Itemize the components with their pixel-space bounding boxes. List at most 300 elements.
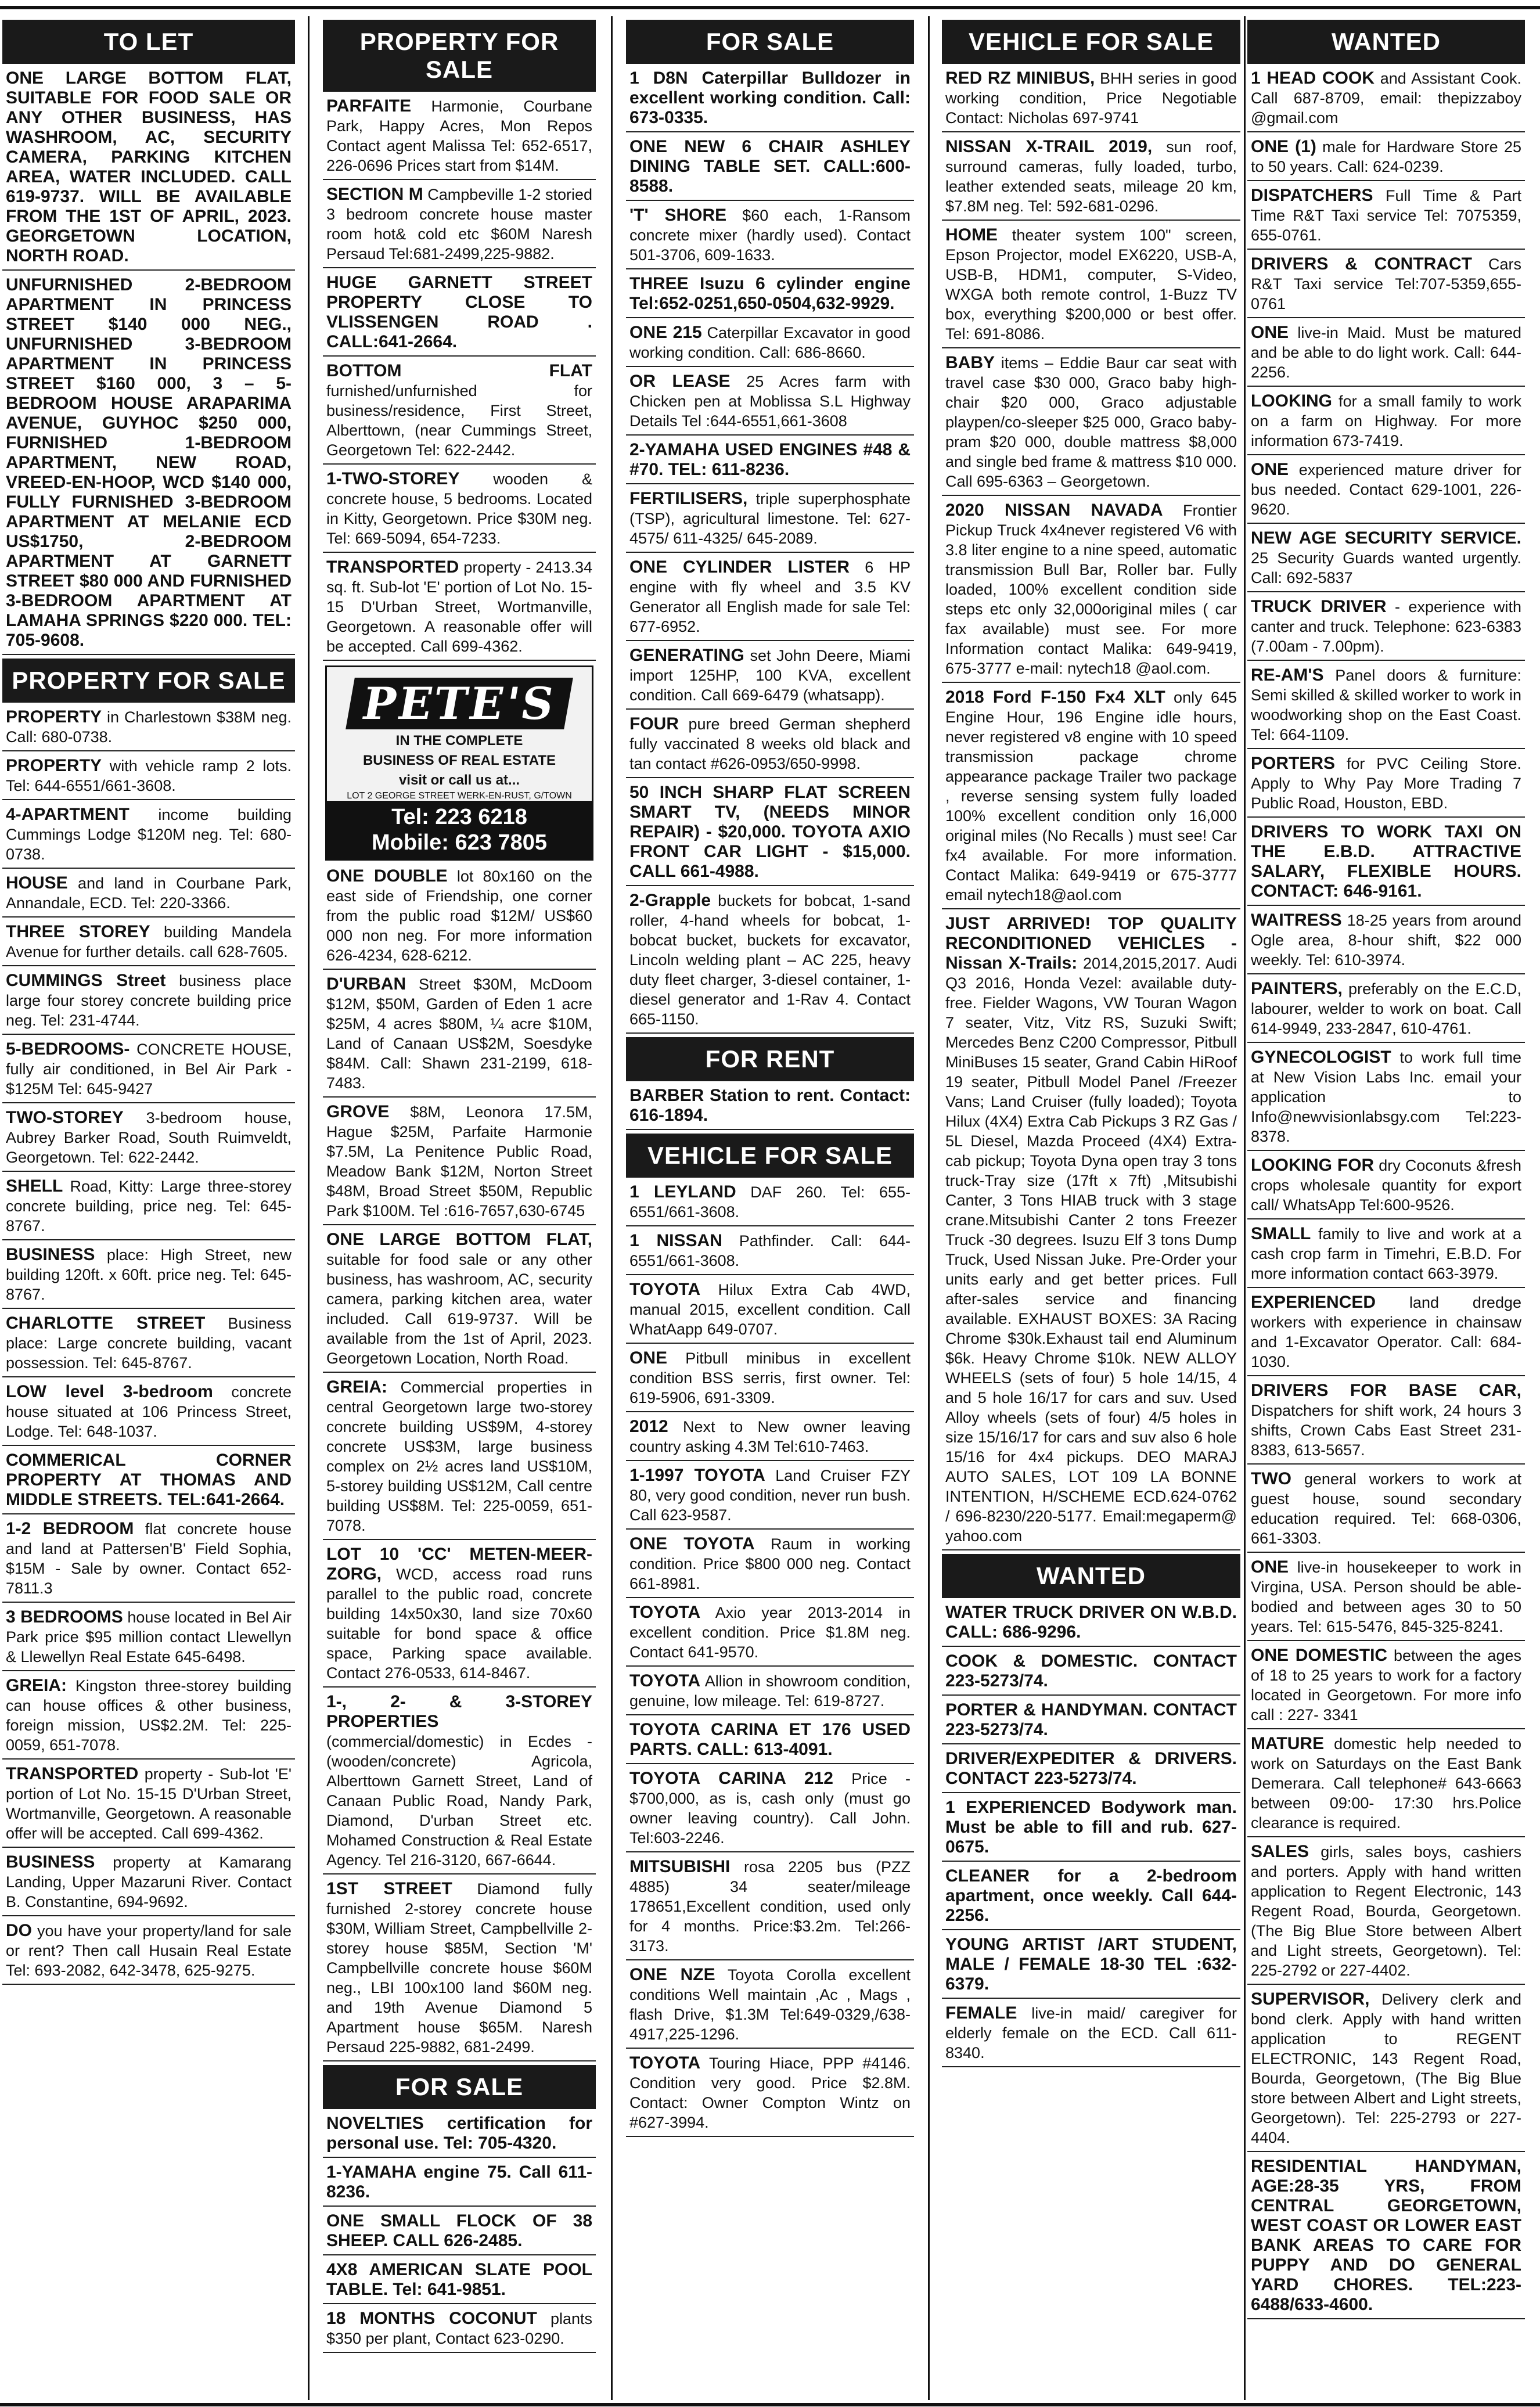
ad-lead-text: THREE Isuzu 6 cylinder engine Tel:652-0251,650-0504,632-9929. xyxy=(629,274,911,313)
ad-lead-text: ONE NZE xyxy=(629,1965,715,1984)
ad-body-text: $8M, Leonora 17.5M, Hague $25M, Parfaite Harmonie $7.5M, La Penitence Public Road, Meadow Bank $12M, Norton Street $48M, Broad Street $50M, Republic Park $100M. Tel :616-7657,630-6745 xyxy=(326,1103,592,1219)
section-header-for-sale: FOR SALE xyxy=(626,20,914,64)
ad-body-text: plants $350 per plant, Contact 623-0290. xyxy=(326,2310,592,2347)
property-for-sale-ads-more xyxy=(323,865,596,2061)
ad-lead-text: NEW AGE SECURITY SERVICE. xyxy=(1251,528,1521,548)
ad-lead-text: NOVELTIES certification for personal use. Tel: 705-4320. xyxy=(326,2114,592,2153)
ad-body-text: dry Coconuts &fresh crops wholesale quantity for export call/ WhatsApp Tel:600-9526. xyxy=(1251,1157,1521,1214)
ad-lead-text: FEMALE xyxy=(945,2003,1017,2023)
ad-body-text: domestic help needed to work on Saturdays on the East Bank Demerara. Call telephone# 643-6663 between 09:00- 17:30 hrs.Police clearance is required. xyxy=(1251,1735,1521,1832)
ad-lead-text: DRIVER/EXPEDITER & DRIVERS. CONTACT 223-5273/74. xyxy=(945,1749,1237,1788)
column-4 xyxy=(942,16,1240,2400)
bottom-rule xyxy=(0,2403,1540,2406)
section-header-wanted: WANTED xyxy=(1247,20,1525,64)
ad-lead-text: HOUSE xyxy=(6,873,68,893)
ad-lead-text: HOME xyxy=(945,225,998,244)
ad-lead-text: THREE STOREY xyxy=(6,922,150,941)
classified-ad xyxy=(323,1878,596,2061)
ad-body-text: Axio year 2013-2014 in excellent condition. Price $1.8M neg. Contact 641-9570. xyxy=(629,1604,911,1661)
classified-ad xyxy=(942,1699,1240,1744)
classified-ad xyxy=(1247,1154,1525,1219)
classified-ad xyxy=(323,2259,596,2304)
ad-body-text: girls, sales boys, cashiers and porters. Apply with hand written application to Regent Electronic, 143 Regent Road, Bourda, Georgetown. (The Big Blue Store between Albert and Light streets, Georgetown). Tel: 225-2792 or 227-4402. xyxy=(1251,1843,1521,1979)
ad-lead-text: 1-TWO-STOREY xyxy=(326,469,460,488)
ad-body-text: 6 HP engine with fly wheel and 3.5 KV Generator all English made for sale Tel: 677-6952. xyxy=(629,559,911,635)
classified-ad xyxy=(1247,2156,1525,2319)
classified-ad xyxy=(2,1381,295,1446)
classified-ad xyxy=(942,1650,1240,1696)
classified-ad xyxy=(2,274,295,655)
classified-ad xyxy=(323,1229,596,1373)
classified-ad xyxy=(2,1107,295,1172)
classified-ad xyxy=(1247,185,1525,250)
ad-lead-text: BABY xyxy=(945,353,995,372)
ad-lead-text: TOYOTA xyxy=(629,1671,701,1690)
classified-ad xyxy=(1247,664,1525,749)
ad-lead-text: 1-, 2- & 3-STOREY PROPERTIES xyxy=(326,1692,592,1731)
ad-lead-text: PORTERS xyxy=(1251,754,1336,773)
classified-ad xyxy=(626,1230,914,1275)
ad-lead-text: JUST ARRIVED! TOP QUALITY RECONDITIONED VEHICLES - Nissan X-Trails: xyxy=(945,914,1237,973)
ad-body-text: DAF 260. Tel: 655-6551/661-3608. xyxy=(629,1183,911,1221)
classified-ad xyxy=(942,224,1240,348)
ad-lead-text: SHELL xyxy=(6,1176,63,1196)
ad-body-text: suitable for food sale or any other business, has washroom, AC, security camera, parking kitchen area, water included. Call 619-9737. Will be available from the 1st of April, 2023. Georgetown Location, North Road. xyxy=(326,1251,592,1367)
classified-ad xyxy=(942,352,1240,496)
classified-ad xyxy=(626,273,914,318)
ad-lead-text: ONE TOYOTA xyxy=(629,1534,755,1553)
classified-ad xyxy=(626,204,914,269)
ad-body-text: house located in Bel Air Park price $95 million contact Llewellyn & Llewellyn Real Estate 645-6498. xyxy=(6,1609,292,1665)
classified-ad xyxy=(626,1279,914,1344)
ad-lead-text: ONE xyxy=(1251,323,1289,342)
ad-lead-text: DRIVERS TO WORK TAXI ON THE E.B.D. ATTRACTIVE SALARY, FLEXIBLE HOURS. CONTACT: 646-9161. xyxy=(1251,822,1521,901)
ad-body-text: wooden & concrete house, 5 bedrooms. Located in Kitty, Georgetown. Price $30M neg. Tel: 669-5094, 654-7233. xyxy=(326,470,592,547)
ad-body-text: Pathfinder. Call: 644-6551/661-3608. xyxy=(629,1232,911,1269)
classified-ad xyxy=(1247,136,1525,181)
ad-body-text: Toyota Corolla excellent conditions Well maintain ,Ac , Mags , flash Drive, $1.3M Tel:649-0329,/638-4917,225-1296. xyxy=(629,1966,911,2043)
ad-body-text: Kingston three-storey building can house offices & other business, foreign mission, US$2.2M. Tel: 225-0059, 651-7078. xyxy=(6,1677,292,1754)
ad-lead-text: NISSAN X-TRAIL 2019, xyxy=(945,137,1153,156)
ad-lead-text: FERTILISERS, xyxy=(629,489,748,508)
classified-ad xyxy=(1247,1645,1525,1729)
ad-body-text: Land Cruiser FZY 80, very good condition, never run bush. Call 623-9587. xyxy=(629,1467,911,1524)
section-header-for-rent: FOR RENT xyxy=(626,1037,914,1081)
for-sale-ads xyxy=(626,67,914,1034)
ad-body-text: with vehicle ramp 2 lots. Tel: 644-6551/661-3608. xyxy=(6,757,292,794)
ad-lead-text: TOYOTA CARINA 212 xyxy=(629,1769,833,1788)
classified-ad xyxy=(942,499,1240,683)
classified-ad xyxy=(942,1602,1240,1647)
ad-lead-text: SMALL xyxy=(1251,1224,1311,1243)
ad-body-text: land dredge workers with experience in chainsaw and 1-Excavator Operator. Call: 684-1030. xyxy=(1251,1294,1521,1370)
ad-body-text: 25 Security Guards wanted urgently. Call: 692-5837 xyxy=(1251,549,1521,587)
classified-ad xyxy=(2,706,295,751)
ad-lead-text: GREIA: xyxy=(326,1377,387,1397)
classified-ad xyxy=(626,1181,914,1226)
ad-body-text: UNFURNISHED 2-BEDROOM APARTMENT IN PRINCESS STREET $140 000 NEG., UNFURNISHED 3-BEDROOM APARTMENT IN PRINCESS STREET $160 000, 3 – 5-BEDROOM HOUSE ARAPARIMA AVENUE, GUYHOC $250 000, FURNISHED 1-BEDROOM APARTMENT, NEW ROAD, VREED-EN-HOOP, WCD $140 000, FULLY FURNISHED 3-BEDROOM APARTMENT AT MELANIE ECD US$1750, 2-BEDROOM APARTMENT AT GARNETT STREET $80 000 AND FURNISHED 3-BEDROOM APARTMENT AT LAMAHA SPRINGS $220 000. TEL: 705-9608. xyxy=(6,275,292,650)
ad-body-text: Touring Hiace, PPP #4146. Condition very good. Price $2.8M. Contact: Owner Compton Wintz on #627-3994. xyxy=(629,2055,911,2131)
classified-ad xyxy=(323,1376,596,1540)
ad-lead-text: 1-2 BEDROOM xyxy=(6,1519,134,1538)
classified-ad xyxy=(323,2161,596,2207)
ad-body-text: Cars R&T Taxi service Tel:707-5359,655-0761 xyxy=(1251,256,1521,312)
ad-lead-text: DRIVERS & CONTRACT xyxy=(1251,254,1472,274)
ad-body-text: only 645 Engine Hour, 196 Engine idle hours, never registered v8 engine with 10 speed transmission package chrome appearance package Trailer two package , reverse sensing system fully loaded 100% excellent condition only 16,000 original miles (No Recalls ) must see! Car fx4 available. For more information. Contact Malika: 649-9419 or 675-3777 email nytech18@aol.com xyxy=(945,689,1237,904)
ad-body-text: Caterpillar Excavator in good working condition. Call: 686-8660. xyxy=(629,324,911,361)
section-header-property-for-sale: PROPERTY FOR SALE xyxy=(2,659,295,703)
ad-body-text: live-in maid/ caregiver for elderly female on the ECD. Call 611-8340. xyxy=(945,2005,1237,2061)
ad-lead-text: EXPERIENCED xyxy=(1251,1293,1376,1312)
petes-tel: Tel: 223 6218 xyxy=(391,805,527,829)
ad-lead-text: TRANSPORTED xyxy=(6,1764,139,1783)
ad-body-text: sun roof, surround cameras, fully loaded, turbo, leather extended seats, mileage 20 km, $7.8M neg. Tel: 592-681-0296. xyxy=(945,138,1237,215)
ad-lead-text: BARBER Station to rent. Contact: 616-1894. xyxy=(629,1086,911,1125)
petes-tagline-2: BUSINESS OF REAL ESTATE xyxy=(362,753,556,768)
classified-ad xyxy=(942,67,1240,132)
classified-ad xyxy=(323,865,596,970)
classified-ad xyxy=(626,1964,914,2049)
classified-ad xyxy=(626,136,914,201)
for-sale-ads xyxy=(323,2113,596,2353)
ad-lead-text: 5-BEDROOMS- xyxy=(6,1039,130,1059)
ad-body-text: flat concrete house and land at Pattersen'B' Field Sophia, $15M - Sale by owner. Contact 652-7811.3 xyxy=(6,1520,292,1597)
classified-ad xyxy=(942,1797,1240,1862)
ad-lead-text: COMMERICAL CORNER PROPERTY AT THOMAS AND MIDDLE STREETS. TEL:641-2664. xyxy=(6,1451,292,1509)
classified-ad xyxy=(323,1691,596,1874)
ad-lead-text: ONE SMALL FLOCK OF 38 SHEEP. CALL 626-2485. xyxy=(326,2211,592,2250)
ad-body-text: pure breed German shepherd fully vaccinated 8 weeks old black and tan contact #626-0953/650-9998. xyxy=(629,715,911,772)
classified-ad xyxy=(626,1602,914,1667)
classified-ad xyxy=(1247,459,1525,524)
classified-ad xyxy=(2,1606,295,1671)
ad-body-text: Raum in working condition. Price $800 000 neg. Contact 661-8981. xyxy=(629,1535,911,1592)
classified-ad xyxy=(942,1748,1240,1793)
ad-lead-text: ONE CYLINDER LISTER xyxy=(629,557,850,577)
ad-body-text: property at Kamarang Landing, Upper Mazaruni River. Contact B. Constantine, 694-9692. xyxy=(6,1854,292,1911)
ad-lead-text: TOYOTA xyxy=(629,1280,701,1299)
classified-ad xyxy=(323,1543,596,1688)
classified-ad xyxy=(942,136,1240,221)
ad-lead-text: CHARLOTTE STREET xyxy=(6,1314,206,1333)
classified-ad xyxy=(323,95,596,180)
ad-lead-text: PROPERTY xyxy=(6,756,102,775)
classified-ad xyxy=(2,1763,295,1848)
property-for-sale-ads xyxy=(2,706,295,1985)
classified-ad xyxy=(626,1347,914,1412)
classified-ad xyxy=(1247,527,1525,592)
ad-lead-text: D'URBAN xyxy=(326,974,406,994)
ad-body-text: Diamond fully furnished 2-storey concrete house $30M, William Street, Campbellville 2-storey house $85M, Section 'M' Campbellville concrete house $60M neg., LBI 100x100 land $60M neg. and 19th Avenue Diamond 5 Apartment house $65M. Naresh Persaud 225-9882, 681-2499. xyxy=(326,1880,592,2056)
for-rent-ads xyxy=(626,1085,914,1130)
ad-lead-text: 1-1997 TOYOTA xyxy=(629,1466,765,1485)
ad-body-text: triple superphosphate (TSP), agricultural limestone. Tel: 627-4575/ 611-4325/ 645-2089. xyxy=(629,490,911,547)
ad-lead-text: PARFAITE xyxy=(326,96,412,116)
ad-body-text: Dispatchers for shift work, 24 hours 3 shifts, Crown Cabs East Street 231-8383, 613-5657. xyxy=(1251,1402,1521,1459)
ad-lead-text: CLEANER for a 2-bedroom apartment, once weekly. Call 644-2256. xyxy=(945,1866,1237,1925)
to-let-ads xyxy=(2,67,295,655)
ad-lead-text: COOK & DOMESTIC. CONTACT 223-5273/74. xyxy=(945,1652,1237,1690)
classified-ad xyxy=(626,1465,914,1530)
classified-ad xyxy=(1247,1556,1525,1641)
vehicle-for-sale-ads xyxy=(942,67,1240,1550)
ad-lead-text: ONE NEW 6 CHAIR ASHLEY DINING TABLE SET. CALL:600-8588. xyxy=(629,137,911,196)
petes-mobile: Mobile: 623 7805 xyxy=(371,830,548,855)
ad-lead-text: TWO-STOREY xyxy=(6,1108,124,1127)
ad-body-text: and Assistant Cook. Call 687-8709, email: thepizzaboy @gmail.com xyxy=(1251,70,1522,127)
ad-lead-text: PORTER & HANDYMAN. CONTACT 223-5273/74. xyxy=(945,1700,1237,1739)
ad-lead-text: 1 NISSAN xyxy=(629,1231,722,1250)
ad-lead-text: LOOKING FOR xyxy=(1251,1156,1375,1175)
ad-body-text: Allion in showroom condition, genuine, low mileage. Tel: 619-8727. xyxy=(629,1672,911,1710)
wanted-ads xyxy=(942,1602,1240,2067)
ad-body-text: you have your property/land for sale or rent? Then call Husain Real Estate Tel: 693-2082, 642-3478, 625-9275. xyxy=(6,1922,292,1979)
ad-lead-text: OR LEASE xyxy=(629,372,731,391)
ad-lead-text: 2018 Ford F-150 Fx4 XLT xyxy=(945,688,1165,707)
column-divider xyxy=(308,16,310,2400)
classified-ad xyxy=(1247,753,1525,818)
ad-lead-text: 18 MONTHS COCONUT xyxy=(326,2309,537,2328)
classified-ad xyxy=(626,1416,914,1461)
ad-body-text: Next to New owner leaving country asking 4.3M Tel:610-7463. xyxy=(629,1418,911,1455)
ad-body-text: buckets for bobcat, 1-sand roller, 4-hand wheels for bobcat, 1-bobcat bucket, buckets for excavator, Lincoln welding plant – AC 225, heavy duty fleet charger, 3-diesel container, 1-diesel generator and 1-Rav 4. Contact 665-1150. xyxy=(629,892,911,1028)
ad-body-text: general workers to work at guest house, sound secondary education required. Tel: 668-0306, 661-3303. xyxy=(1251,1470,1521,1547)
section-header-for-sale: FOR SALE xyxy=(323,2065,596,2109)
section-header-vehicle-for-sale: VEHICLE FOR SALE xyxy=(626,1134,914,1178)
classified-ad xyxy=(626,782,914,886)
ad-body-text: Campbeville 1-2 storied 3 bedroom concrete house master room hot& cold etc $60M Naresh Persaud Tel:681-2499,225-9882. xyxy=(326,186,592,262)
petes-address: LOT 2 GEORGE STREET WERK-EN-RUST, G/TOWN xyxy=(347,791,572,801)
ad-lead-text: 1ST STREET xyxy=(326,1879,452,1898)
classified-ad xyxy=(1247,596,1525,661)
classified-ad xyxy=(323,184,596,268)
section-header-wanted: WANTED xyxy=(942,1554,1240,1598)
ad-lead-text: LOW level 3-bedroom xyxy=(6,1382,213,1401)
ad-lead-text: CUMMINGS Street xyxy=(6,971,166,990)
wanted-ads xyxy=(1247,67,1525,2319)
classified-ad xyxy=(942,2002,1240,2067)
ad-lead-text: LOT 10 'CC' METEN-MEER-ZORG, xyxy=(326,1545,592,1584)
classified-ad xyxy=(1247,1380,1525,1465)
column-1 xyxy=(2,16,295,2400)
classified-ad xyxy=(626,488,914,553)
classified-ad xyxy=(2,1175,295,1240)
classified-ad xyxy=(2,921,295,966)
ad-body-text: 18-25 years from around Ogle area, 8-hour shift, $22 000 weekly. Tel: 610-3974. xyxy=(1251,912,1521,969)
classified-ad xyxy=(2,1038,295,1103)
ad-lead-text: MATURE xyxy=(1251,1734,1325,1753)
classified-ad xyxy=(323,360,596,465)
property-for-sale-ads xyxy=(323,95,596,661)
ad-lead-text: 1 HEAD COOK xyxy=(1251,69,1375,88)
ad-lead-text: 3 BEDROOMS xyxy=(6,1607,123,1627)
classified-ad xyxy=(2,1312,295,1377)
ad-lead-text: ONE xyxy=(1251,460,1289,479)
vehicle-for-sale-ads xyxy=(626,1181,914,2137)
ad-lead-text: FOUR xyxy=(629,714,679,733)
petes-tagline-3: visit or call us at... xyxy=(398,772,520,788)
classified-ad xyxy=(626,1533,914,1598)
ad-body-text: family to live and work at a cash crop farm in Timehri, E.B.D. For more information contact 663-3979. xyxy=(1251,1225,1521,1282)
ad-lead-text: ONE xyxy=(629,1348,668,1368)
classified-ad xyxy=(1247,821,1525,906)
ad-body-text: 2014,2015,2017. Audi Q3 2016, Honda Vezel: available duty-free. Fielder Wagons, VW Touran Wagon 7 seater, Vitz, Vitz RS, Suzuki Swift; Mercedes Benz C200 Compressor, Pitbull MiniBuses 15 seater, Grand Cabin HiRoof 19 seater, Pitbull Model Panel /Freezer Vans; Land Cruiser (fully loaded); Toyota Hilux (4X4) Extra Cab Pickups 3 RZ Gas / 5L Diesel, Mazda Proceed (4X4) Extra-cab pickup; Toyota Dyna open tray 3 tons truck-Tray size (17ft x 7ft) ,Mitsubishi Canter, 3 Tons HIAB truck with 3 stage crane.Mitsubishi Canter 2 tons Freezer Truck -30 degrees. Isuzu Elf 3 tons Dump Truck, Used Nissan Juke. Pre-Order your units early and get better prices. Full after-sales service and financing available. EXHAUST BOXES: 3A Racing Chrome $30k.Exhaust tail end Aluminum $6k. Heavy Chrome $10k. NEW ALLOY WHEELS (sets of four) 5 hole 14/15, 4 and 5 hole 16/17 for cars and suv. Used Alloy wheels (sets of four) 4/5 holes in size 15/16/17 for cars and suv also 6 hole 15/16 for 4x4 pickups. DEO MARAJ AUTO SALES, LOT 109 LA BONNE INTENTION, H/SCHEME ECD.624-0762 / 696-8230/220-5177. Email:megaperm@ yahoo.com xyxy=(945,955,1237,1545)
classified-ad xyxy=(323,2308,596,2353)
ad-lead-text: TRANSPORTED xyxy=(326,557,459,577)
ad-lead-text: MITSUBISHI xyxy=(629,1857,731,1876)
classified-ad xyxy=(1247,390,1525,455)
classified-ad xyxy=(626,1719,914,1764)
ad-body-text: items – Eddie Baur car seat with travel case $30 000, Graco baby high-chair $20 000, Graco adjustable playpen/co-sleeper $25 000, Graco baby-pram $20 000, double mattress $8,000 and single bed frame & mattress $10 000. Call 695-6363 – Georgetown. xyxy=(945,354,1237,490)
ad-lead-text: RED RZ MINIBUS, xyxy=(945,69,1095,88)
classified-ad xyxy=(626,645,914,710)
ad-body-text: Harmonie, Courbane Park, Happy Acres, Mon Repos Contact agent Malissa Tel: 652-6517, 226-0696 Prices start from $14M. xyxy=(326,98,592,174)
ad-lead-text: 4X8 AMERICAN SLATE POOL TABLE. Tel: 641-9851. xyxy=(326,2260,592,2299)
ad-body-text: ONE LARGE BOTTOM FLAT, SUITABLE FOR FOOD SALE OR ANY OTHER BUSINESS, HAS WASHROOM, AC, SECURITY CAMERA, PARKING KITCHEN AREA, WATER INCLUDED. CALL 619-9737. WILL BE AVAILABLE FROM THE 1ST OF APRIL, 2023. GEORGETOWN LOCATION, NORTH ROAD. xyxy=(6,69,292,265)
section-header-property-for-sale: PROPERTY FOR SALE xyxy=(323,20,596,92)
ad-body-text: $60 each, 1-Ransom concrete mixer (hardly used). Contact 501-3706, 609-1633. xyxy=(629,207,911,264)
top-rule xyxy=(0,6,1540,9)
classified-ad xyxy=(323,973,596,1098)
classified-ad xyxy=(2,1244,295,1309)
ad-body-text: Full Time & Part Time R&T Taxi service Tel: 7075359, 655-0761. xyxy=(1251,187,1521,244)
ad-body-text: income building Cummings Lodge $120M neg. Tel: 680-0738. xyxy=(6,806,292,863)
classified-ad xyxy=(626,322,914,367)
ad-body-text: Street $30M, McDoom $12M, $50M, Garden of Eden 1 acre $25M, 4 acres $80M, ¼ acre $10M, Land of Canaan US$2M, Soesdyke $84M. Call: Shawn 231-2199, 618-7483. xyxy=(326,976,592,1092)
ad-lead-text: 50 INCH SHARP FLAT SCREEN SMART TV, (NEEDS MINOR REPAIR) - $20,000. TOYOTA AXIO FRONT CAR LIGHT - $15,000. CALL 661-4988. xyxy=(629,783,911,881)
ad-lead-text: TOYOTA xyxy=(629,2053,701,2073)
ad-lead-text: WATER TRUCK DRIVER ON W.B.D. CALL: 686-9296. xyxy=(945,1603,1237,1642)
ad-body-text: furnished/unfurnished for business/residence, First Street, Alberttown, (near Cummings Street, Georgetown Tel: 622-2442. xyxy=(326,382,592,459)
ad-lead-text: BUSINESS xyxy=(6,1852,95,1872)
ad-lead-text: SALES xyxy=(1251,1842,1309,1861)
ad-body-text: to work full time at New Vision Labs Inc. email your application to Info@newvisionlabsgy.com Tel:223-8378. xyxy=(1251,1049,1521,1145)
ad-body-text: Price - $700,000, as is, cash only (must go owner leaving country). Call John. Tel:603-2246. xyxy=(629,1770,911,1847)
column-3 xyxy=(626,16,914,2400)
ad-body-text: Hilux Extra Cab 4WD, manual 2015, excellent condition. Call WhatAapp 649-0707. xyxy=(629,1281,911,1338)
ad-lead-text: 1 LEYLAND xyxy=(629,1182,736,1201)
classified-ad xyxy=(942,686,1240,909)
classified-ad xyxy=(1247,1841,1525,1985)
classified-ad xyxy=(626,1670,914,1715)
ad-body-text: Panel doors & furniture: Semi skilled & skilled worker to work in woodworking shop on the East Coast. Tel: 664-1109. xyxy=(1251,667,1521,743)
classified-ad xyxy=(2,970,295,1035)
ad-body-text: (commercial/domestic) in Ecdes - (wooden/concrete) Agricola, Alberttown Garnett Street, Land of Canaan Public Road, Nandy Park, Diamond, D'urban Street etc. Mohamed Construction & Real Estate Agency. Tel 216-3120, 667-6644. xyxy=(326,1733,592,1869)
classified-ad xyxy=(1247,253,1525,318)
ad-lead-text: DRIVERS FOR BASE CAR, xyxy=(1251,1381,1521,1400)
classified-ad xyxy=(323,468,596,553)
ad-lead-text: GREIA: xyxy=(6,1676,67,1695)
ad-lead-text: HUGE GARNETT STREET PROPERTY CLOSE TO VLISSENGEN ROAD . CALL:641-2664. xyxy=(326,273,592,351)
classified-ad xyxy=(1247,909,1525,974)
classified-ad xyxy=(2,1675,295,1760)
petes-real-estate-ad xyxy=(325,665,593,861)
ad-body-text: 25 Acres farm with Chicken pen at Moblissa S.L Highway Details Tel :644-6551,661-3608 xyxy=(629,373,911,430)
ad-body-text: Business place: Large concrete building, vacant possession. Tel: 645-8767. xyxy=(6,1315,292,1372)
ad-body-text: BHH series in good working condition, Price Negotiable Contact: Nicholas 697-9741 xyxy=(945,70,1237,127)
ad-lead-text: ONE DOMESTIC xyxy=(1251,1646,1388,1665)
ad-body-text: place: High Street, new building 120ft. x 60ft. price neg. Tel: 645-8767. xyxy=(6,1246,292,1303)
ad-lead-text: 1 D8N Caterpillar Bulldozer in excellent working condition. Call: 673-0335. xyxy=(629,69,911,127)
ad-lead-text: PROPERTY xyxy=(6,707,102,726)
ad-lead-text: 'T' SHORE xyxy=(629,206,727,225)
ad-lead-text: ONE xyxy=(1251,1557,1289,1577)
ad-body-text: - experience with canter and truck. Telephone: 623-6383 (7.00am - 7.00pm). xyxy=(1251,598,1521,655)
ad-lead-text: SECTION M xyxy=(326,185,423,204)
ad-body-text: Delivery clerk and bond clerk. Apply with hand written application to REGENT ELECTRONIC, 143 Regent Road, Bourda, Georgetown, (The Big Blue store between Albert and Light streets, Georgetown). Tel: 225-2793 or 227-4404. xyxy=(1251,1991,1521,2146)
ad-body-text: Road, Kitty: Large three-storey concrete building, price neg. Tel: 645-8767. xyxy=(6,1178,292,1235)
ad-lead-text: ONE DOUBLE xyxy=(326,866,448,886)
ad-lead-text: TRUCK DRIVER xyxy=(1251,597,1387,616)
ad-body-text: property - Sub-lot 'E' portion of Lot No. 15-15 D'Urban Street, Wortmanville, Georgetown. A reasonable offer will be accepted. Call 699-4362. xyxy=(6,1765,292,1842)
classified-ad xyxy=(1247,67,1525,132)
petes-tagline-1: IN THE COMPLETE xyxy=(395,733,523,749)
ad-body-text: lot 80x160 on the east side of Friendship, one corner from the public road $12M/ US$60 000 non neg. For more information 626-4234, 628-6212. xyxy=(326,868,593,964)
classified-ad xyxy=(2,67,295,271)
classified-ad xyxy=(1247,322,1525,387)
classified-ad xyxy=(626,2052,914,2137)
ad-body-text: in Charlestown $38M neg. Call: 680-0738. xyxy=(6,708,292,746)
ad-lead-text: LOOKING xyxy=(1251,391,1332,411)
ad-lead-text: WAITRESS xyxy=(1251,911,1342,930)
classified-ad xyxy=(1247,1046,1525,1151)
ad-body-text: property - 2413.34 sq. ft. Sub-lot 'E' portion of Lot No. 15-15 D'Urban Street, Wortmanville, Georgetown. A reasonable offer will be accepted. Call 699-4362. xyxy=(326,559,592,655)
ad-lead-text: 1-YAMAHA engine 75. Call 611-8236. xyxy=(326,2163,592,2201)
classified-ad xyxy=(942,1934,1240,1999)
ad-lead-text: SUPERVISOR, xyxy=(1251,1989,1370,2009)
ad-body-text: rosa 2205 bus (PZZ 4885) 34 seater/mileage 178651,Excellent condition, used only for 4 months. Price:$3.2m. Tel:266-3173. xyxy=(629,1858,911,1955)
section-header-to-let: TO LET xyxy=(2,20,295,64)
classified-ad xyxy=(626,556,914,641)
ad-lead-text: ONE (1) xyxy=(1251,137,1316,156)
classified-ad xyxy=(626,713,914,778)
column-2 xyxy=(323,16,596,2400)
ad-body-text: male for Hardware Store 25 to 50 years. Call: 624-0239. xyxy=(1251,138,1521,175)
ad-body-text: Commercial properties in central Georgetown large two-storey concrete building US$9M, 4-storey concrete US$3M, large business complex on 2½ acres land US$10M, 5-storey building US$12M, Call centre building US$8M. Tel: 225-0059, 651-7078. xyxy=(326,1379,592,1534)
ad-body-text: Pitbull minibus in excellent condition BSS serris, first owner. Tel: 619-5906, 691-3309. xyxy=(629,1350,911,1406)
section-header-vehicle-for-sale: VEHICLE FOR SALE xyxy=(942,20,1240,64)
ad-lead-text: GYNECOLOGIST xyxy=(1251,1048,1391,1067)
classified-ad xyxy=(2,1920,295,1985)
ad-body-text: and land in Courbane Park, Annandale, ECD. Tel: 220-3366. xyxy=(6,875,292,912)
ad-lead-text: ONE LARGE BOTTOM FLAT, xyxy=(326,1230,592,1249)
ad-lead-text: GROVE xyxy=(326,1102,390,1121)
ad-lead-text: BUSINESS xyxy=(6,1245,95,1264)
ad-body-text: live-in Maid. Must be matured and be able to do light work. Call: 644-2256. xyxy=(1251,324,1521,381)
ad-body-text: set John Deere, Miami import 125HP, 100 KVA, excellent condition. Call 669-6479 (whatsapp). xyxy=(629,647,911,704)
ad-lead-text: TWO xyxy=(1251,1469,1291,1488)
column-divider xyxy=(928,16,930,2400)
classified-ad xyxy=(1247,1291,1525,1376)
classified-ad xyxy=(2,755,295,800)
ad-body-text: preferably on the E.C.D, labourer, welder to work on boat. Call 614-9949, 233-2847, 610-4761. xyxy=(1251,980,1521,1037)
ad-lead-text: PAINTERS, xyxy=(1251,979,1343,998)
classified-ad xyxy=(942,1865,1240,1930)
ad-body-text: experienced mature driver for bus needed. Contact 629-1001, 226-9620. xyxy=(1251,461,1521,518)
ad-lead-text: 2-Grapple xyxy=(629,891,711,910)
ad-lead-text: TOYOTA CARINA ET 176 USED PARTS. CALL: 613-4091. xyxy=(629,1720,911,1759)
classified-ad xyxy=(323,2113,596,2158)
ad-body-text: WCD, access road runs parallel to the public road, concrete building 14x50x30, land size 70x60 suitable for bond space & office space, Parking space available. Contact 276-0533, 614-8467. xyxy=(326,1566,592,1682)
classified-ad xyxy=(2,1449,295,1514)
classified-ad xyxy=(626,439,914,484)
petes-phones xyxy=(327,801,592,859)
classified-ad xyxy=(942,913,1240,1550)
classified-ad xyxy=(626,1856,914,1960)
ad-body-text: building Mandela Avenue for further details. call 628-7605. xyxy=(6,923,292,960)
classified-ad xyxy=(626,1085,914,1130)
classified-ad xyxy=(1247,1988,1525,2152)
